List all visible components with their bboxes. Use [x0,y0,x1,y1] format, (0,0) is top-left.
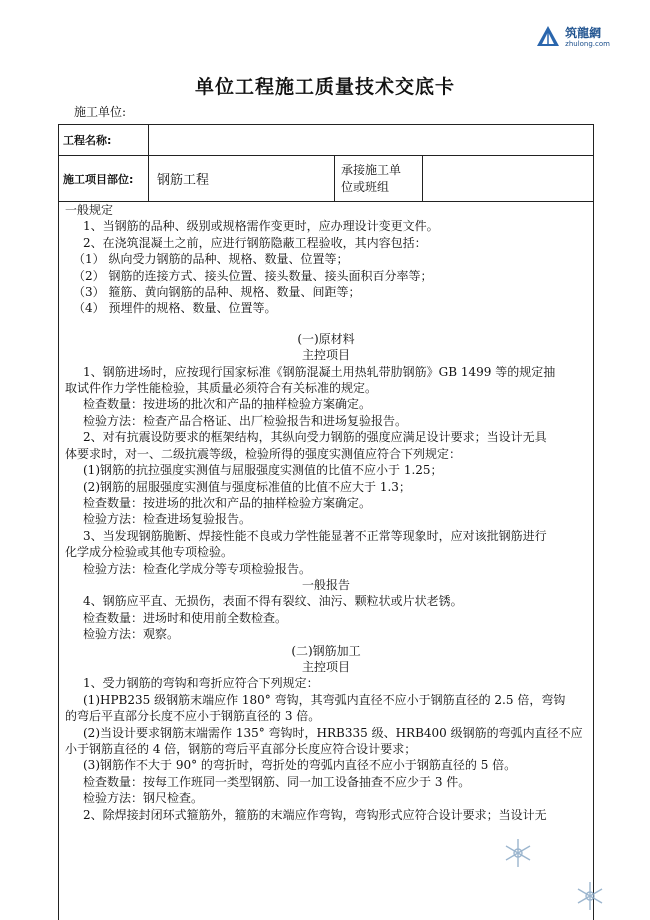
content-line: 一般规定 [65,203,114,217]
project-name-label: 工程名称: [59,125,149,155]
content-line: 检查数量：按每工作班同一类型钢筋、同一加工设备抽查不应少于 3 件。 [83,774,471,789]
content-line: 检验方法：检查产品合格证、出厂检验报告和进场复验报告。 [83,413,408,428]
content-line: 检查数量：进场时和使用前全数检查。 [83,610,288,625]
content-line: 检验方法：检查进场复验报告。 [83,512,252,527]
item-row [59,156,593,202]
content-line: 的弯后平直部分长度不应小于钢筋直径的 3 倍。 [65,709,321,724]
content-line: 3、当发现钢筋脆断、焊接性能不良或力学性能显著不正常等现象时，应对该批钢筋进行 [83,528,547,543]
content-line: (2)钢筋的屈服强度实测值与强度标准值的比值不应大于 1.3； [83,479,411,494]
content-line: 化学成分检验或其他专项检验。 [65,545,234,560]
item-value: 钢筋工程 [149,156,335,201]
content-line: (1)HPB235 级钢筋末端应作 180° 弯钩，其弯弧内直径不应小于钢筋直径的 2.5 倍，弯钩 [83,692,566,707]
content-line: （4） 预埋件的规格、数量、位置等。 [73,301,277,316]
decorative-snowflake-icon [498,835,538,871]
content-line: 检验方法：观察。 [83,627,180,642]
item-label: 施工项目部位: [59,156,149,201]
page-title: 单位工程施工质量技术交底卡 [194,76,455,98]
content-line: 检验方法：钢尺检查。 [83,791,204,806]
project-name-row [59,125,593,156]
logo-name: 筑龍網 [565,25,602,40]
contractor-value [423,156,593,201]
section-heading: 主控项目 [301,659,350,674]
project-name-value [149,125,593,155]
unit-label: 施工单位: [74,105,127,119]
content-line: 检验方法：检查化学成分等专项检验报告。 [83,561,312,576]
content-line: 1、受力钢筋的弯钩和弯折应符合下列规定： [83,676,319,691]
content-line: 2、在浇筑混凝土之前，应进行钢筋隐蔽工程验收，其内容包括： [83,235,427,250]
content-line: 取试件作力学性能检验，其质量必须符合有关标准的规定。 [65,381,378,396]
content-line: 小于钢筋直径的 4 倍，钢筋的弯后平直部分长度应符合设计要求； [65,742,417,756]
contractor-label-line1: 承接施工单 [341,162,402,177]
contractor-label-line2: 位或班组 [341,179,390,194]
disclosure-content [59,202,593,823]
spacer [65,317,587,331]
content-line: 4、钢筋应平直、无损伤，表面不得有裂纹、油污、颗粒状或片状老锈。 [83,594,463,609]
content-line: 检查数量：按进场的批次和产品的抽样检验方案确定。 [83,397,372,412]
content-line: （1） 纵向受力钢筋的品种、规格、数量、位置等； [73,252,349,267]
content-line: （3） 箍筋、黄向钢筋的品种、规格、数量、间距等； [73,285,361,300]
content-line: (1)钢筋的抗拉强度实测值与屈服强度实测值的比值不应小于 1.25； [83,463,443,478]
content-line: (2)当设计要求钢筋末端需作 135° 弯钩时，HRB335 级、HRB400 级钢筋的弯弧内直径不应 [83,725,583,740]
content-line: 2、对有抗震设防要求的框架结构，其纵向受力钢筋的强度应满足设计要求；当设计无具 [83,430,547,445]
content-line: 1、钢筋进场时，应按现行国家标准《钢筋混凝土用热轧带肋钢筋》GB 1499 等的规定抽 [83,364,556,379]
section-heading: (一)原材料 [297,331,355,346]
content-line: （2） 钢筋的连接方式、接头位置、接头数量、接头面积百分率等； [73,268,433,283]
content-line: 1、当钢筋的品种、级别或规格需作变更时，应办理设计变更文件。 [83,219,439,234]
logo-url: zhulong.com [565,39,610,48]
section-heading: 一般报告 [301,577,350,592]
contractor-label [335,156,423,201]
content-line: 2、除焊接封闭环式箍筋外，箍筋的末端应作弯钩，弯钩形式应符合设计要求；当设计无 [83,807,547,822]
content-line: 体要求时，对一、二级抗震等级，检验所得的强度实测值应符合下列规定： [65,446,462,461]
decorative-snowflake-icon [570,878,610,914]
content-line: (3)钢筋作不大于 90° 的弯折时，弯折处的弯弧内直径不应小于钢筋直径的 5 倍。 [83,758,517,773]
section-heading: 主控项目 [301,348,350,363]
logo [535,24,610,50]
content-line: 检查数量：按进场的批次和产品的抽样检验方案确定。 [83,495,372,510]
disclosure-card [58,124,594,920]
logo-mark-icon [535,24,561,50]
section-heading: (二)钢筋加工 [291,643,361,658]
